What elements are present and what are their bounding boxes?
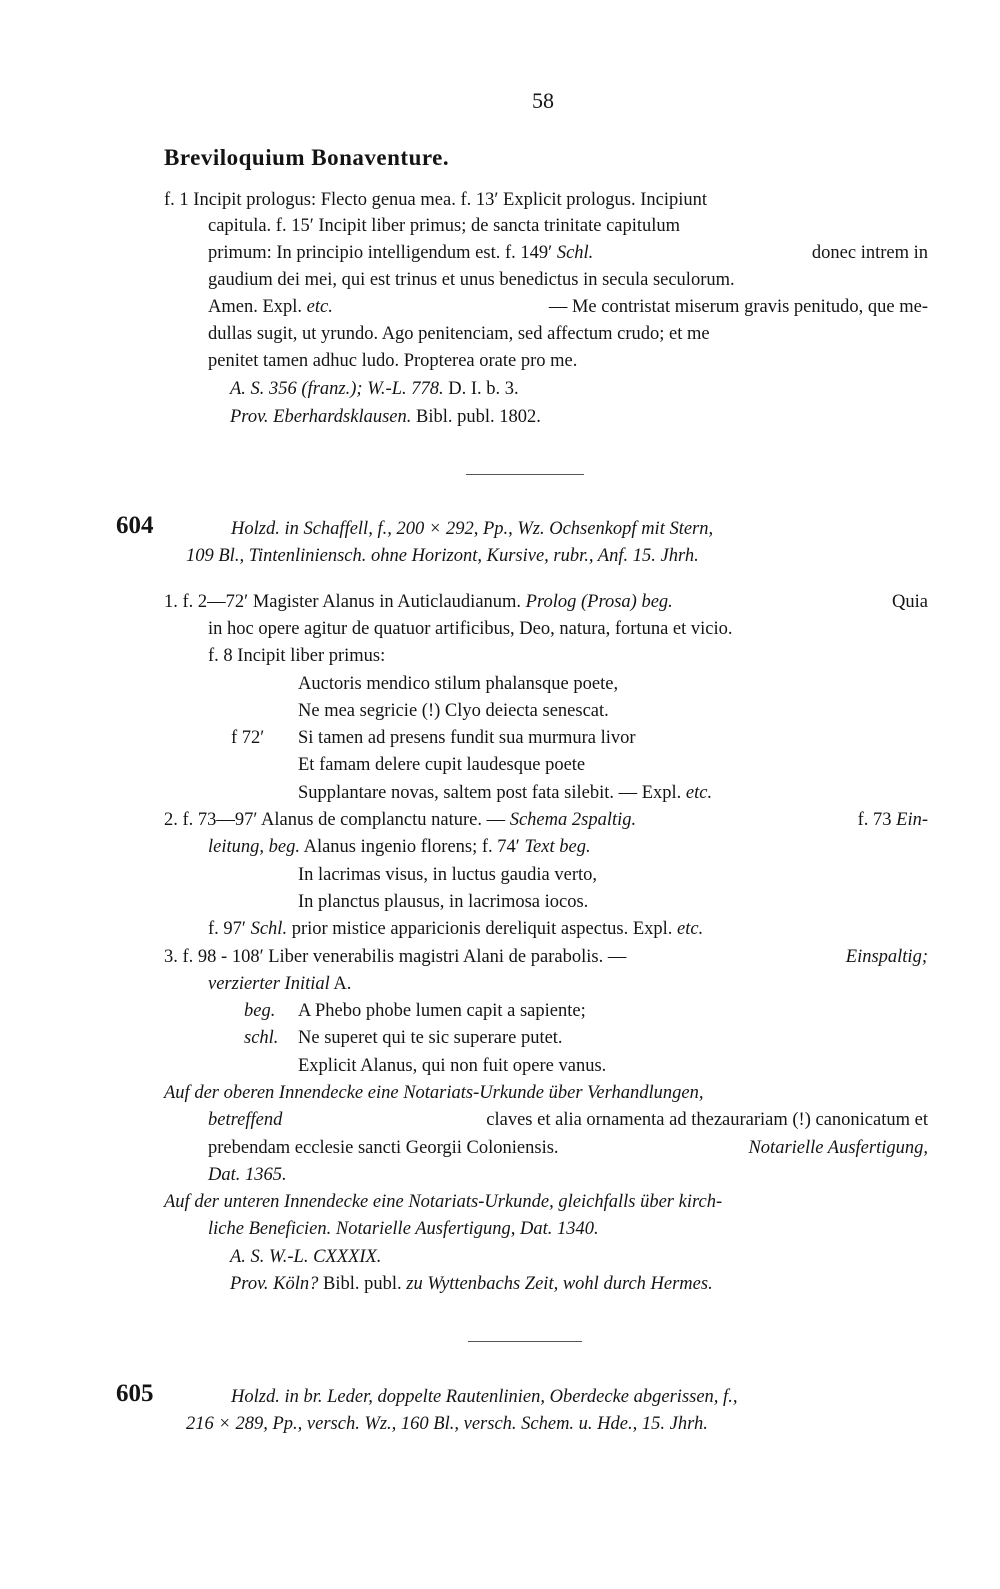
entry1-line-2: capitula. f. 15′ Incipit liber primus; de sancta trinitate capitulum (208, 216, 681, 236)
label-beg: beg. (244, 1001, 276, 1021)
entry1-provenance: Prov. Eberhardsklausen. Bibl. publ. 1802. (230, 407, 541, 427)
verse-line: A Phebo phobe lumen capit a sapiente; (298, 1001, 586, 1021)
entry604-item2-line-5: f. 97′ Schl. prior mistice apparicionis dereliquit aspectus. Expl. etc. (208, 919, 704, 939)
entry604-item1-line-3: f. 8 Incipit liber primus: (208, 646, 386, 666)
entry1-line-1: f. 1 Incipit prologus: Flecto genua mea. f. 13′ Explicit prologus. Incipiunt (164, 190, 708, 210)
verse-line: Et famam delere cupit laudesque poete (298, 755, 586, 775)
entry604-references: A. S. W.-L. CXXXIX. (230, 1247, 382, 1267)
entry-number-604: 604 (116, 512, 154, 539)
page-number: 58 (532, 88, 554, 113)
entry1-line-6: dullas sugit, ut yrundo. Ago penitenciam, sed affectum crudo; et me (208, 324, 710, 344)
entry604-note2-line-2: liche Beneficien. Notarielle Ausfertigung, Dat. 1340. (208, 1219, 599, 1239)
entry1-line-3: primum: In principio intelligendum est. f. 149′ Schl. donec intrem in (208, 243, 928, 263)
label-schl: schl. (244, 1028, 279, 1048)
entry604-item2-line-1: 2. f. 73—97′ Alanus de complanctu nature. — Schema 2spaltig. f. 73 Ein- (164, 810, 928, 830)
entry-number-605: 605 (116, 1380, 154, 1407)
entry1-line-7: penitet tamen adhuc ludo. Propterea orate pro me. (208, 351, 578, 371)
entry604-item3-line-2: verzierter Initial A. (208, 974, 352, 994)
section-divider (466, 474, 584, 475)
verse-line: Ne mea segricie (!) Clyo deiecta senescat. (298, 701, 609, 721)
entry604-header-2: 109 Bl., Tintenliniensch. ohne Horizont, Kursive, rubr., Anf. 15. Jhrh. (186, 546, 699, 566)
entry604-item1-line-2: in hoc opere agitur de quatuor artificibus, Deo, natura, fortuna et vicio. (208, 619, 733, 639)
explicit-line: Explicit Alanus, qui non fuit opere vanus. (298, 1056, 607, 1076)
entry604-note1-line-2: betreffend claves et alia ornamenta ad thezaurariam (!) canonicatum et (208, 1110, 928, 1130)
entry605-header-2: 216 × 289, Pp., versch. Wz., 160 Bl., versch. Schem. u. Hde., 15. Jhrh. (186, 1414, 708, 1434)
entry604-item1-line-1: 1. f. 2—72′ Magister Alanus in Auticlaudianum. Prolog (Prosa) beg. Quia (164, 592, 928, 612)
entry604-item3-line-1: 3. f. 98 - 108′ Liber venerabilis magistri Alani de parabolis. — Einspaltig; (164, 947, 928, 967)
entry605-header-1: Holzd. in br. Leder, doppelte Rautenlinien, Oberdecke abgerissen, f., (231, 1387, 738, 1407)
entry604-item2-line-2: leitung, beg. Alanus ingenio florens; f. 74′ Text beg. (208, 837, 591, 857)
entry604-note1-line-4: Dat. 1365. (208, 1165, 287, 1185)
entry604-note2-line-1: Auf der unteren Innendecke eine Notariats-Urkunde, gleichfalls über kirch- (164, 1192, 723, 1212)
verse-line: Supplantare novas, saltem post fata silebit. — Expl. etc. (298, 783, 713, 803)
page-title: Breviloquium Bonaventure. (164, 145, 450, 170)
entry604-provenance: Prov. Köln? Bibl. publ. zu Wyttenbachs Zeit, wohl durch Hermes. (230, 1274, 713, 1294)
entry604-header-1: Holzd. in Schaffell, f., 200 × 292, Pp., Wz. Ochsenkopf mit Stern, (231, 519, 714, 539)
folio-ref: f 72′ (231, 728, 265, 748)
verse-line: Si tamen ad presens fundit sua murmura livor (298, 728, 636, 748)
section-divider (468, 1341, 582, 1342)
verse-line: Ne superet qui te sic superare putet. (298, 1028, 563, 1048)
entry1-line-5: Amen. Expl. etc. — Me contristat miserum gravis penitudo, que me- (208, 297, 928, 317)
entry1-line-4: gaudium dei mei, qui est trinus et unus benedictus in secula seculorum. (208, 270, 735, 290)
verse-line: In lacrimas visus, in luctus gaudia verto, (298, 865, 598, 885)
verse-line: Auctoris mendico stilum phalansque poete, (298, 674, 619, 694)
entry604-note1-line-1: Auf der oberen Innendecke eine Notariats-Urkunde über Verhandlungen, (164, 1083, 704, 1103)
entry604-note1-line-3: prebendam ecclesie sancti Georgii Coloniensis. Notarielle Ausfertigung, (208, 1138, 928, 1158)
verse-line: In planctus plausus, in lacrimosa iocos. (298, 892, 589, 912)
entry1-references: A. S. 356 (franz.); W.-L. 778. D. I. b. 3. (230, 379, 519, 399)
